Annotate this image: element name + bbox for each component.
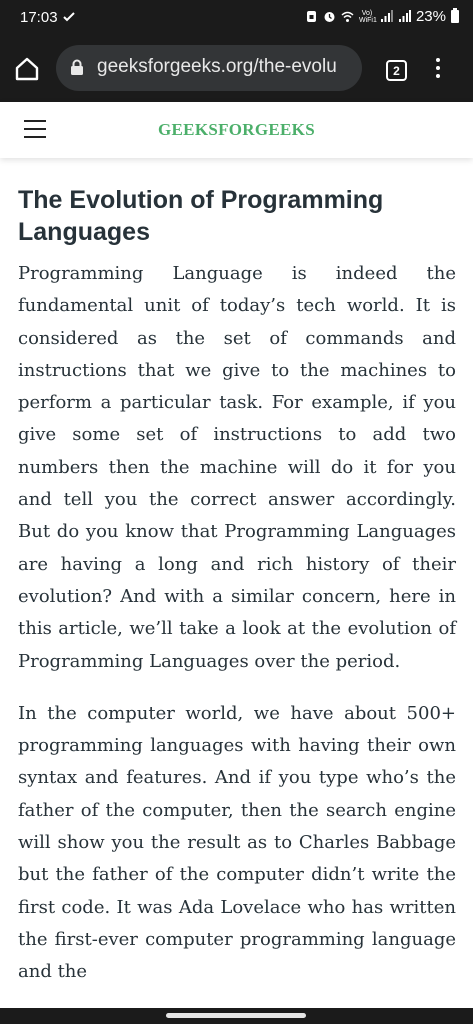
status-icons: [305, 8, 459, 25]
overflow-menu-icon[interactable]: [434, 58, 442, 82]
article-title: The Evolution of Programming Languages: [18, 186, 384, 246]
tab-switcher-button[interactable]: 2: [386, 60, 407, 81]
battery-percent: 23%: [415, 8, 446, 25]
signal-icon: [380, 10, 393, 23]
sim-icon: [305, 10, 318, 23]
article-paragraph: In the computer world, we have about 500+ programming languages with having their own syntax and features. And if you type who’s the father of the computer, then the search engine will show you the result as to Charles Babbage but the father of the computer didn’t write the first code. It was Ada Lovelace who has written the first-ever computer programming language and the: [18, 702, 456, 983]
site-logo[interactable]: GEEKSFORGEEKS: [158, 120, 315, 139]
navigation-gesture-area: [0, 1008, 473, 1024]
sync-icon: [62, 10, 76, 24]
browser-toolbar: [0, 36, 473, 102]
article: [18, 184, 456, 989]
volte-label: Vo) WiFi1: [358, 9, 377, 24]
home-icon[interactable]: [14, 56, 40, 82]
battery-icon: [451, 10, 459, 23]
signal-icon-2: [398, 10, 411, 23]
status-bar: [0, 0, 473, 36]
url-bar[interactable]: [56, 45, 362, 91]
site-header: [0, 102, 473, 158]
lock-icon[interactable]: [70, 59, 84, 76]
article-paragraph: Programming Language is indeed the fundamental unit of today’s tech world. It is considered as the set of commands and instructions that we give to the machines to perform a particular task. For example, if you give some set of instructions to add two numbers then the machine will do it for you and tell you the correct answer accordingly. But do you know that Programming Languages are having a long and rich history of their evolution? And with a similar concern, here in this article, we’ll take a look at the evolution of Programming Languages over the period.: [18, 263, 456, 672]
status-time: 17:03: [20, 9, 58, 26]
url-text[interactable]: geeksforgeeks.org/the-evolu: [97, 56, 337, 77]
wifi-icon: [341, 10, 354, 23]
alarm-icon: [323, 10, 336, 23]
gesture-handle[interactable]: [166, 1013, 306, 1018]
